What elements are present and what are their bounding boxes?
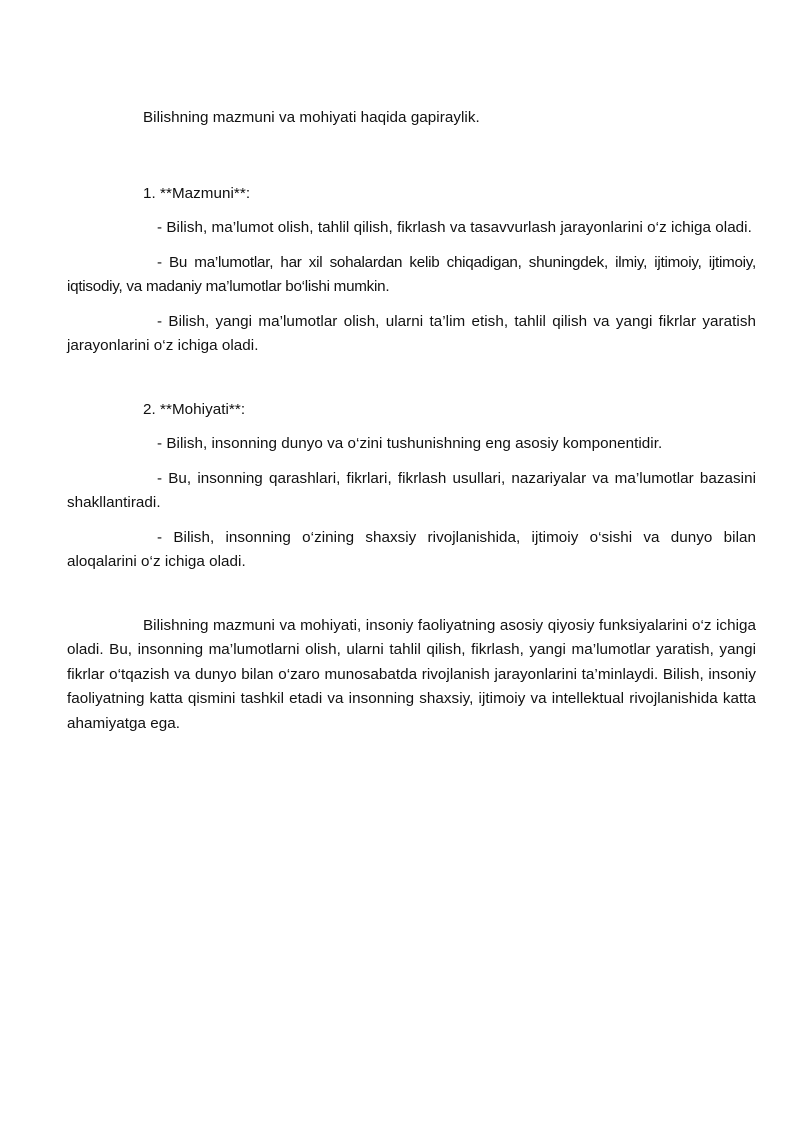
spacer <box>67 300 756 310</box>
list-item: - Bilish, insonning o‘zining shaxsiy rivojlanishida, ijtimoiy o‘sishi va dunyo bilan aloqalarini o‘z ichiga oladi. <box>67 528 756 570</box>
list-item: - Bu ma’lumotlar, har xil sohalardan kelib chiqadigan, shuningdek, ilmiy, ijtimoiy, ijtimoiy, iqtisodiy, va madaniy ma’lumotlar bo‘lishi mumkin. <box>67 253 756 295</box>
document-body <box>67 106 756 736</box>
section-heading-mohiyati: 2. **Mohiyati**: <box>143 400 246 418</box>
spacer <box>67 575 756 614</box>
list-item: - Bu, insonning qarashlari, fikrlari, fikrlash usullari, nazariyalar va ma’lumotlar bazasini shakllantiradi. <box>67 469 756 511</box>
spacer <box>67 422 756 432</box>
spacer <box>67 206 756 216</box>
spacer <box>67 457 756 467</box>
conclusion-paragraph: Bilishning mazmuni va mohiyati, insoniy faoliyatning asosiy qiyosiy funksiyalarini o‘z ichiga oladi. Bu, insonning ma’lumotlarni olish, ularni tahlil qilish, fikrlash, yangi ma’lumotlar yaratish, yangi fikrlar o‘tqazish va dunyo bilan o‘zaro munosabatda rivojlanish jarayonlarini ta’minlaydi. Bilish, insoniy faoliyatning katta qismini tashkil etadi va insonning shaxsiy, ijtimoiy va intellektual rivojlanishida katta ahamiyatga ega. <box>67 616 756 732</box>
list-item: - Bilish, yangi ma’lumotlar olish, ularni ta’lim etish, tahlil qilish va yangi fikrlar yaratish jarayonlarini o‘z ichiga oladi. <box>67 312 756 354</box>
spacer <box>67 516 756 526</box>
list-item: - Bilish, insonning dunyo va o‘zini tushunishning eng asosiy komponentidir. <box>157 435 663 452</box>
spacer <box>67 359 756 398</box>
list-item: - Bilish, ma’lumot olish, tahlil qilish, fikrlash va tasavvurlash jarayonlarini o‘z ichiga oladi. <box>157 219 752 236</box>
spacer <box>67 131 756 182</box>
intro-paragraph: Bilishning mazmuni va mohiyati haqida gapiraylik. <box>143 109 480 126</box>
section-heading-mazmuni: 1. **Mazmuni**: <box>143 184 251 202</box>
spacer <box>67 241 756 251</box>
